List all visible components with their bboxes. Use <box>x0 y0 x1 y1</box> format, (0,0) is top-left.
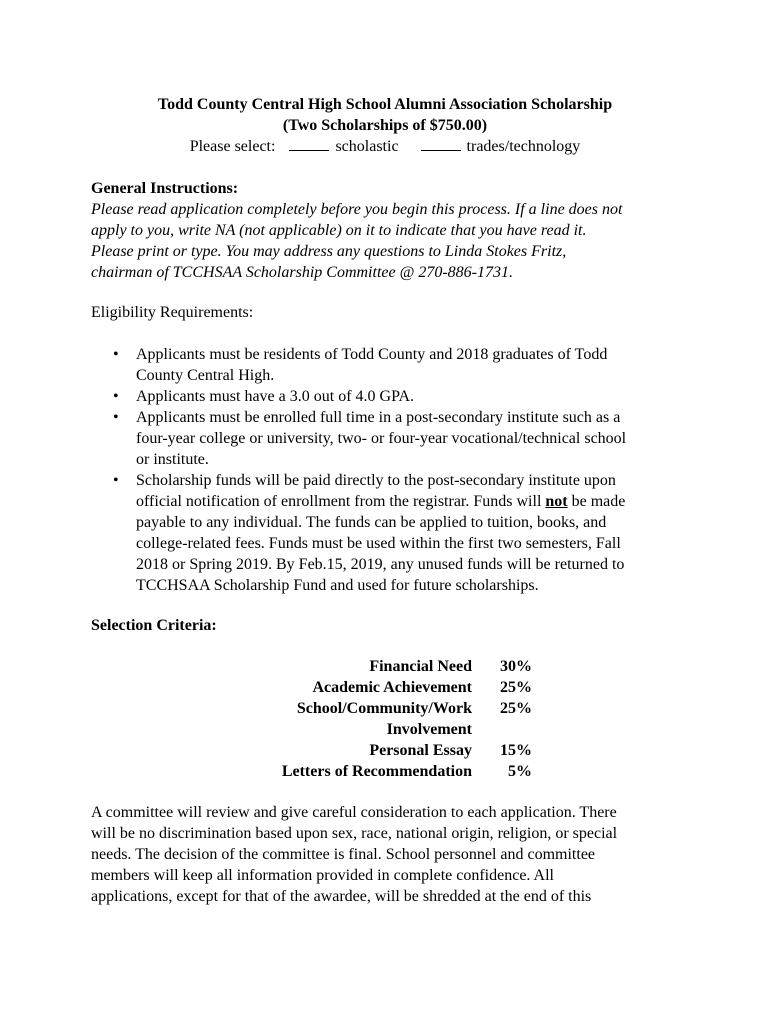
criteria-row <box>200 656 580 677</box>
paragraph-line: applications, except for that of the awardee, will be shredded at the end of this <box>91 888 592 905</box>
criteria-row <box>200 761 580 782</box>
general-line: chairman of TCCHSAA Scholarship Committee @ 270-886-1731. <box>91 264 513 281</box>
criteria-percent: 15% <box>500 742 532 759</box>
list-item <box>91 344 691 386</box>
list-line: County Central High. <box>136 367 275 384</box>
list-item <box>91 386 691 407</box>
document-subtitle: (Two Scholarships of $750.00) <box>282 117 488 134</box>
criteria-row <box>200 698 580 719</box>
paragraph-line: will be no discrimination based upon sex, race, national origin, religion, or special <box>91 825 618 842</box>
list-line: four-year college or university, two- or four-year vocational/technical school <box>136 430 627 447</box>
criteria-name: Personal Essay <box>369 742 472 759</box>
list-item <box>91 470 691 596</box>
criteria-name: Academic Achievement <box>312 679 472 696</box>
list-item <box>91 407 691 470</box>
criteria-name: Letters of Recommendation <box>281 763 472 780</box>
general-line: Please read application completely before you begin this process. If a line does not <box>91 201 623 218</box>
scholastic-blank[interactable] <box>289 136 329 151</box>
list-line: • Applicants must have a 3.0 out of 4.0 GPA. <box>136 388 415 405</box>
criteria-name: Financial Need <box>369 658 472 675</box>
header <box>0 94 770 157</box>
list-line: or institute. <box>136 451 209 468</box>
criteria-row <box>200 677 580 698</box>
criteria-percent: 5% <box>508 763 532 780</box>
general-line: apply to you, write NA (not applicable) on it to indicate that you have read it. <box>91 222 587 239</box>
eligibility-list <box>91 344 691 596</box>
trades-option: trades/technology <box>466 138 581 155</box>
scholarship-type-select <box>0 136 770 157</box>
list-text: be made <box>571 493 626 510</box>
list-line: TCCHSAA Scholarship Fund and used for future scholarships. <box>136 577 539 594</box>
criteria-row <box>200 740 580 761</box>
committee-paragraph <box>91 802 691 907</box>
emphasis-not: not <box>545 493 568 510</box>
criteria-percent: 25% <box>500 679 532 696</box>
criteria-name: Involvement <box>386 721 472 738</box>
list-line: 2018 or Spring 2019. By Feb.15, 2019, any unused funds will be returned to <box>136 556 625 573</box>
paragraph-line: needs. The decision of the committee is final. School personnel and committee <box>91 846 596 863</box>
list-line: • Applicants must be residents of Todd County and 2018 graduates of Todd <box>136 346 608 363</box>
list-line: • Applicants must be enrolled full time in a post-secondary institute such as a <box>136 409 621 426</box>
general-instructions <box>91 178 691 283</box>
list-line <box>136 491 691 512</box>
criteria-percent <box>472 719 532 740</box>
paragraph-line: A committee will review and give careful consideration to each application. There <box>91 804 617 821</box>
general-heading: General Instructions: <box>91 180 239 197</box>
general-line: Please print or type. You may address any questions to Linda Stokes Fritz, <box>91 243 567 260</box>
list-line: • Scholarship funds will be paid directly to the post-secondary institute upon <box>136 472 616 489</box>
document-title: Todd County Central High School Alumni Association Scholarship <box>157 96 613 113</box>
trades-blank[interactable] <box>421 136 461 151</box>
list-text: official notification of enrollment from the registrar. Funds will <box>136 493 542 510</box>
criteria-percent: 30% <box>500 658 532 675</box>
select-label: Please select: <box>189 138 276 155</box>
criteria-name: School/Community/Work <box>296 700 472 717</box>
list-line: payable to any individual. The funds can be applied to tuition, books, and <box>136 514 607 531</box>
criteria-row <box>200 719 580 740</box>
eligibility-heading: Eligibility Requirements: <box>91 304 254 321</box>
criteria-table <box>200 656 580 782</box>
paragraph-line: members will keep all information provided in complete confidence. All <box>91 867 554 884</box>
scholastic-option: scholastic <box>335 138 399 155</box>
selection-heading: Selection Criteria: <box>91 617 217 634</box>
criteria-percent: 25% <box>500 700 532 717</box>
list-line: college-related fees. Funds must be used within the first two semesters, Fall <box>136 535 621 552</box>
